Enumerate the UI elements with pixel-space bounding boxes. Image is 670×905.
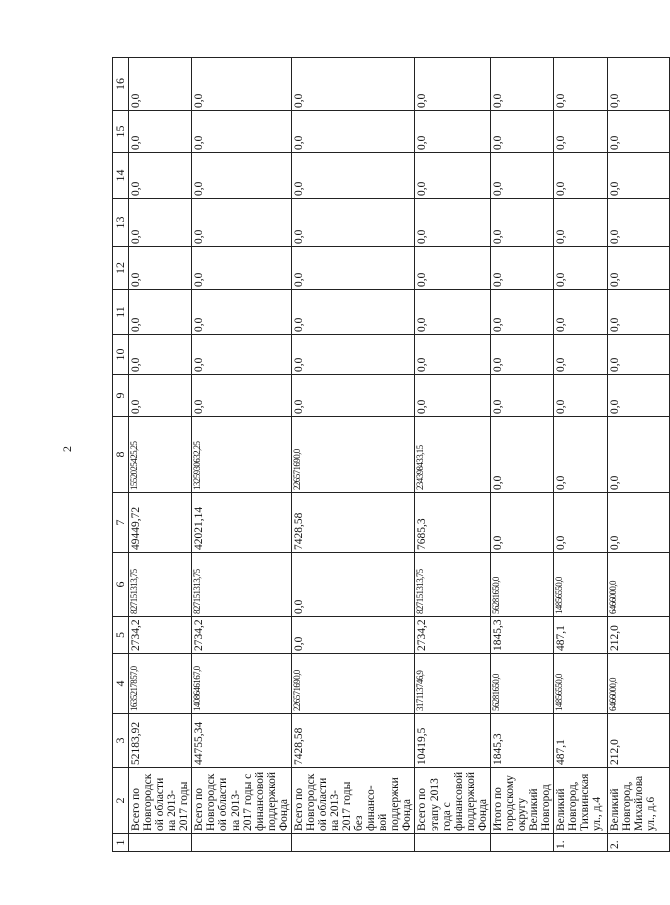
- row-number-cell: [129, 834, 192, 852]
- housing-program-table: [112, 57, 670, 852]
- table-cell: 7428,58: [291, 493, 415, 553]
- table-cell: 0,0: [192, 111, 292, 153]
- table-cell: 0,0: [129, 199, 192, 247]
- table-cell: 0,0: [291, 247, 415, 290]
- table-cell: 0,0: [291, 617, 415, 654]
- table-cell: 0,0: [490, 111, 553, 153]
- row-number-cell: [192, 834, 292, 852]
- table-cell: 0,0: [192, 335, 292, 375]
- table-cell: 2734,2: [129, 617, 192, 654]
- column-header: 4: [113, 654, 129, 714]
- table-cell: 0,0: [490, 199, 553, 247]
- table-cell: 0,0: [192, 199, 292, 247]
- table-cell: 0,0: [192, 375, 292, 417]
- table-cell: 212,0: [608, 617, 670, 654]
- rotated-table-container: [112, 58, 658, 852]
- table-cell: 487,1: [554, 617, 608, 654]
- table-cell: 827151313,75: [192, 553, 292, 617]
- table-cell: 0,0: [608, 199, 670, 247]
- column-header: 11: [113, 290, 129, 335]
- table-cell: 827151313,75: [415, 553, 490, 617]
- table-cell: 0,0: [490, 493, 553, 553]
- table-cell: 0,0: [490, 375, 553, 417]
- table-cell: 0,0: [608, 417, 670, 493]
- row-number-cell: 1.: [554, 834, 608, 852]
- table-cell: 7685,3: [415, 493, 490, 553]
- table-cell: 0,0: [608, 153, 670, 199]
- table-cell: 0,0: [490, 153, 553, 199]
- table-row: [291, 58, 415, 852]
- row-number-cell: 2.: [608, 834, 670, 852]
- table-cell: 56281650,0: [490, 654, 553, 714]
- table-cell: 1552025425,25: [129, 417, 192, 493]
- table-cell: 0,0: [554, 290, 608, 335]
- table-cell: 0,0: [291, 199, 415, 247]
- row-label-cell: Великий Новгород, Михайлова ул., д.6: [608, 768, 670, 834]
- column-header: 14: [113, 153, 129, 199]
- table-cell: 0,0: [415, 58, 490, 111]
- table-cell: 234398433,15: [415, 417, 490, 493]
- table-cell: 0,0: [129, 247, 192, 290]
- column-number-row: [113, 58, 129, 852]
- table-cell: 0,0: [554, 58, 608, 111]
- table-cell: 0,0: [129, 335, 192, 375]
- table-cell: 212,0: [608, 714, 670, 768]
- column-header: 7: [113, 493, 129, 553]
- table-cell: 0,0: [129, 290, 192, 335]
- page-number: 2: [60, 446, 74, 452]
- table-cell: 0,0: [554, 111, 608, 153]
- table-cell: 0,0: [490, 58, 553, 111]
- column-header: 8: [113, 417, 129, 493]
- table-cell: 0,0: [554, 417, 608, 493]
- table-cell: 0,0: [192, 247, 292, 290]
- table-cell: 0,0: [291, 375, 415, 417]
- table-cell: 0,0: [554, 153, 608, 199]
- table-row: [415, 58, 490, 852]
- table-cell: 226571690,0: [291, 654, 415, 714]
- row-label-cell: Всего по этапу 2013 года с финансовой поддержкой Фонда: [415, 768, 490, 834]
- table-cell: 0,0: [608, 111, 670, 153]
- table-cell: 0,0: [608, 58, 670, 111]
- table-cell: 0,0: [291, 58, 415, 111]
- table-cell: 0,0: [415, 247, 490, 290]
- row-number-cell: [415, 834, 490, 852]
- table-cell: 0,0: [554, 335, 608, 375]
- table-cell: 10419,5: [415, 714, 490, 768]
- table-cell: 52183,92: [129, 714, 192, 768]
- table-cell: 0,0: [291, 290, 415, 335]
- row-label-cell: Великий Новгород, Тихвинская ул., д.4: [554, 768, 608, 834]
- table-cell: 0,0: [608, 247, 670, 290]
- table-cell: 0,0: [554, 247, 608, 290]
- table-row: [554, 58, 608, 852]
- table-cell: 0,0: [415, 290, 490, 335]
- table-cell: 317113746,9: [415, 654, 490, 714]
- table-cell: 6466000,0: [608, 654, 670, 714]
- table-cell: 0,0: [608, 335, 670, 375]
- table-cell: 0,0: [554, 493, 608, 553]
- table-cell: 44755,34: [192, 714, 292, 768]
- table-cell: 0,0: [490, 290, 553, 335]
- row-label-cell: Всего по Новгородской области на 2013-2017 годы с финансовой поддержкой Фонда: [192, 768, 292, 834]
- column-header: 16: [113, 58, 129, 111]
- table-row: [129, 58, 192, 852]
- table-cell: 226571690,0: [291, 417, 415, 493]
- column-header: 3: [113, 714, 129, 768]
- table-cell: 0,0: [415, 199, 490, 247]
- table-cell: 0,0: [129, 153, 192, 199]
- table-cell: 56281650,0: [490, 553, 553, 617]
- table-cell: 0,0: [291, 111, 415, 153]
- row-label-cell: Всего по Новгородской области на 2013-2017 годы: [129, 768, 192, 834]
- row-label-cell: Итого по городскому округу Великий Новгород: [490, 768, 553, 834]
- table-cell: 0,0: [608, 290, 670, 335]
- table-row: [192, 58, 292, 852]
- column-header: 10: [113, 335, 129, 375]
- table-cell: 14856550,0: [554, 654, 608, 714]
- table-cell: 827151313,75: [129, 553, 192, 617]
- table-cell: 0,0: [554, 199, 608, 247]
- column-header: 5: [113, 617, 129, 654]
- table-cell: 487,1: [554, 714, 608, 768]
- table-cell: 0,0: [415, 375, 490, 417]
- row-number-cell: [490, 834, 553, 852]
- table-cell: 1845,3: [490, 714, 553, 768]
- table-cell: 6466000,0: [608, 553, 670, 617]
- column-header: 15: [113, 111, 129, 153]
- table-cell: 0,0: [129, 375, 192, 417]
- column-header: 1: [113, 834, 129, 852]
- table-cell: 0,0: [291, 153, 415, 199]
- table-cell: 0,0: [608, 493, 670, 553]
- column-header: 6: [113, 553, 129, 617]
- table-cell: 1845,3: [490, 617, 553, 654]
- table-cell: 14856550,0: [554, 553, 608, 617]
- column-header: 12: [113, 247, 129, 290]
- table-cell: 0,0: [415, 153, 490, 199]
- column-header: 9: [113, 375, 129, 417]
- table-cell: 49449,72: [129, 493, 192, 553]
- table-cell: 1408646167,0: [192, 654, 292, 714]
- table-cell: 0,0: [192, 290, 292, 335]
- table-cell: 0,0: [554, 375, 608, 417]
- column-header: 13: [113, 199, 129, 247]
- column-header: 2: [113, 768, 129, 834]
- table-cell: 7428,58: [291, 714, 415, 768]
- table-cell: 42021,14: [192, 493, 292, 553]
- table-cell: 2734,2: [192, 617, 292, 654]
- table-cell: 0,0: [192, 153, 292, 199]
- row-number-cell: [291, 834, 415, 852]
- table-cell: 0,0: [291, 335, 415, 375]
- table-row: [490, 58, 553, 852]
- table-cell: 0,0: [129, 111, 192, 153]
- row-label-cell: Всего по Новгородской области на 2013-2017 годы без финансо-вой поддержки Фонда: [291, 768, 415, 834]
- table-cell: 0,0: [490, 417, 553, 493]
- table-cell: 0,0: [129, 58, 192, 111]
- table-cell: 1635217857,0: [129, 654, 192, 714]
- table-cell: 0,0: [490, 247, 553, 290]
- table-cell: 0,0: [608, 375, 670, 417]
- table-cell: 0,0: [415, 111, 490, 153]
- table-cell: 1325930632,25: [192, 417, 292, 493]
- table-row: [608, 58, 670, 852]
- table-cell: 2734,2: [415, 617, 490, 654]
- table-cell: 0,0: [415, 335, 490, 375]
- table-cell: 0,0: [291, 553, 415, 617]
- table-cell: 0,0: [490, 335, 553, 375]
- table-cell: 0,0: [192, 58, 292, 111]
